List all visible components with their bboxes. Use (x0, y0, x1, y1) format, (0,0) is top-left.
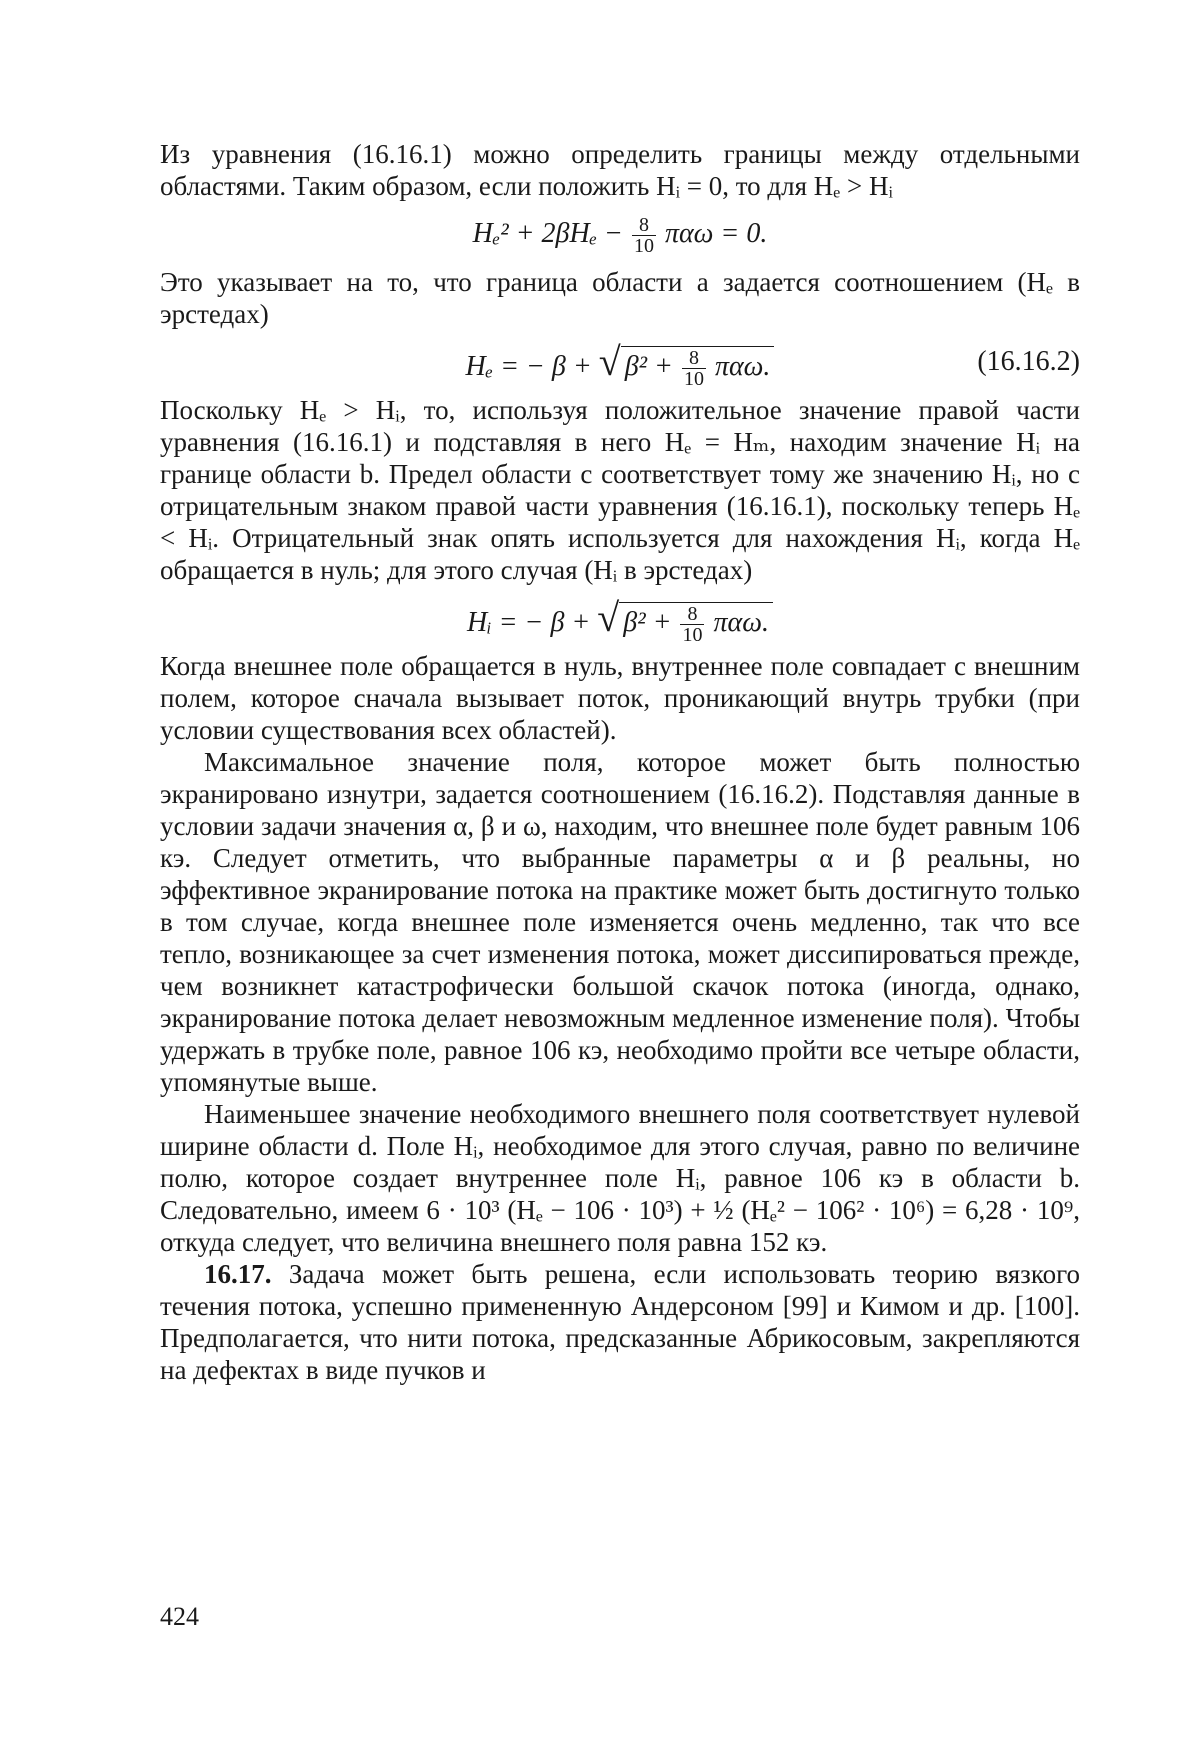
equation-number: (16.16.2) (977, 346, 1080, 377)
page-body (160, 138, 1080, 1386)
fraction-8-10: $\frac{8}{10}$ (633, 214, 654, 258)
fraction-8-10: $\frac{8}{10}$ (683, 347, 704, 391)
section-number: 16.17. (204, 1259, 272, 1289)
radicand: β² + $\frac{8}{10}$ παω. (621, 346, 775, 389)
paragraph-7-text: Задача может быть решена, если использовать теорию вязкого течения потока, успешно примененную Андерсоном [99] и Кимом и др. [100]. Предполагается, что нити потока, предсказанные Абрикосовым, закрепляются на дефектах в виде пучков и (160, 1259, 1080, 1385)
paragraph-1: Из уравнения (16.16.1) можно определить границы между отдельными областями. Таким образом, если положить Hᵢ = 0, то для Hₑ > Hᵢ (160, 139, 1080, 201)
paragraph-4: Когда внешнее поле обращается в нуль, внутреннее поле совпадает с внешним полем, которое сначала вызывает поток, проникающий внутрь трубки (при условии существования всех областей). (160, 651, 1080, 745)
equation-1 (160, 206, 1080, 262)
equation-2-left: Hₑ = − β + (465, 351, 599, 382)
radical-sign-icon: √ (597, 595, 620, 640)
paragraph-3: Поскольку Hₑ > Hᵢ, то, используя положительное значение правой части уравнения (16.16.1) и подставляя в него Hₑ = Hₘ, находим значение Hᵢ на границе области b. Предел области c соответствует тому же значению Hᵢ, но с отрицательным знаком правой части уравнения (16.16.1), поскольку теперь Hₑ < Hᵢ. Отрицательный знак опять используется для нахождения Hᵢ, когда Hₑ обращается в нуль; для этого случая (Hᵢ в эрстедах) (160, 395, 1080, 585)
page-number: 424 (160, 1602, 199, 1631)
equation-3-left: Hᵢ = − β + (467, 607, 598, 638)
fraction-8-10: $\frac{8}{10}$ (682, 603, 703, 647)
equation-1-left: Hₑ² + 2βHₑ − (472, 218, 630, 249)
paragraph-7 (160, 1258, 1080, 1386)
radical-sign-icon: √ (598, 339, 621, 384)
paragraph-5: Максимальное значение поля, которое может быть полностью экранировано изнутри, задается соотношением (16.16.2). Подставляя данные в условии задачи значения α, β и ω, находим, что внешнее поле будет равным 106 кэ. Следует отметить, что выбранные параметры α и β реальны, но эффективное экранирование потока на практике может быть достигнуто только в том случае, когда внешнее поле изменяется очень медленно, так что все тепло, возникающее за счет изменения потока, может диссипироваться прежде, чем возникнет катастрофически большой скачок потока (иногда, однако, экранирование потока делает невозможным медленное изменение поля). Чтобы удержать в трубке поле, равное 106 кэ, необходимо пройти все четыре области, упомянутые выше. (160, 747, 1080, 1097)
paragraph-2: Это указывает на то, что граница области a задается соотношением (Hₑ в эрстедах) (160, 267, 1080, 329)
equation-16-16-2 (160, 334, 1080, 390)
radicand: β² + $\frac{8}{10}$ παω. (619, 602, 773, 645)
equation-3 (160, 590, 1080, 646)
equation-1-right: παω = 0. (657, 218, 768, 249)
paragraph-6: Наименьшее значение необходимого внешнего поля соответствует нулевой ширине области d. Поле Hᵢ, необходимое для этого случая, равно по величине полю, которое создает внутреннее поле Hᵢ, равное 106 кэ в области b. Следовательно, имеем 6 · 10³ (Hₑ − 106 · 10³) + ½ (Hₑ² − 106² · 10⁶) = 6,28 · 10⁹, откуда следует, что величина внешнего поля равна 152 кэ. (160, 1099, 1080, 1257)
